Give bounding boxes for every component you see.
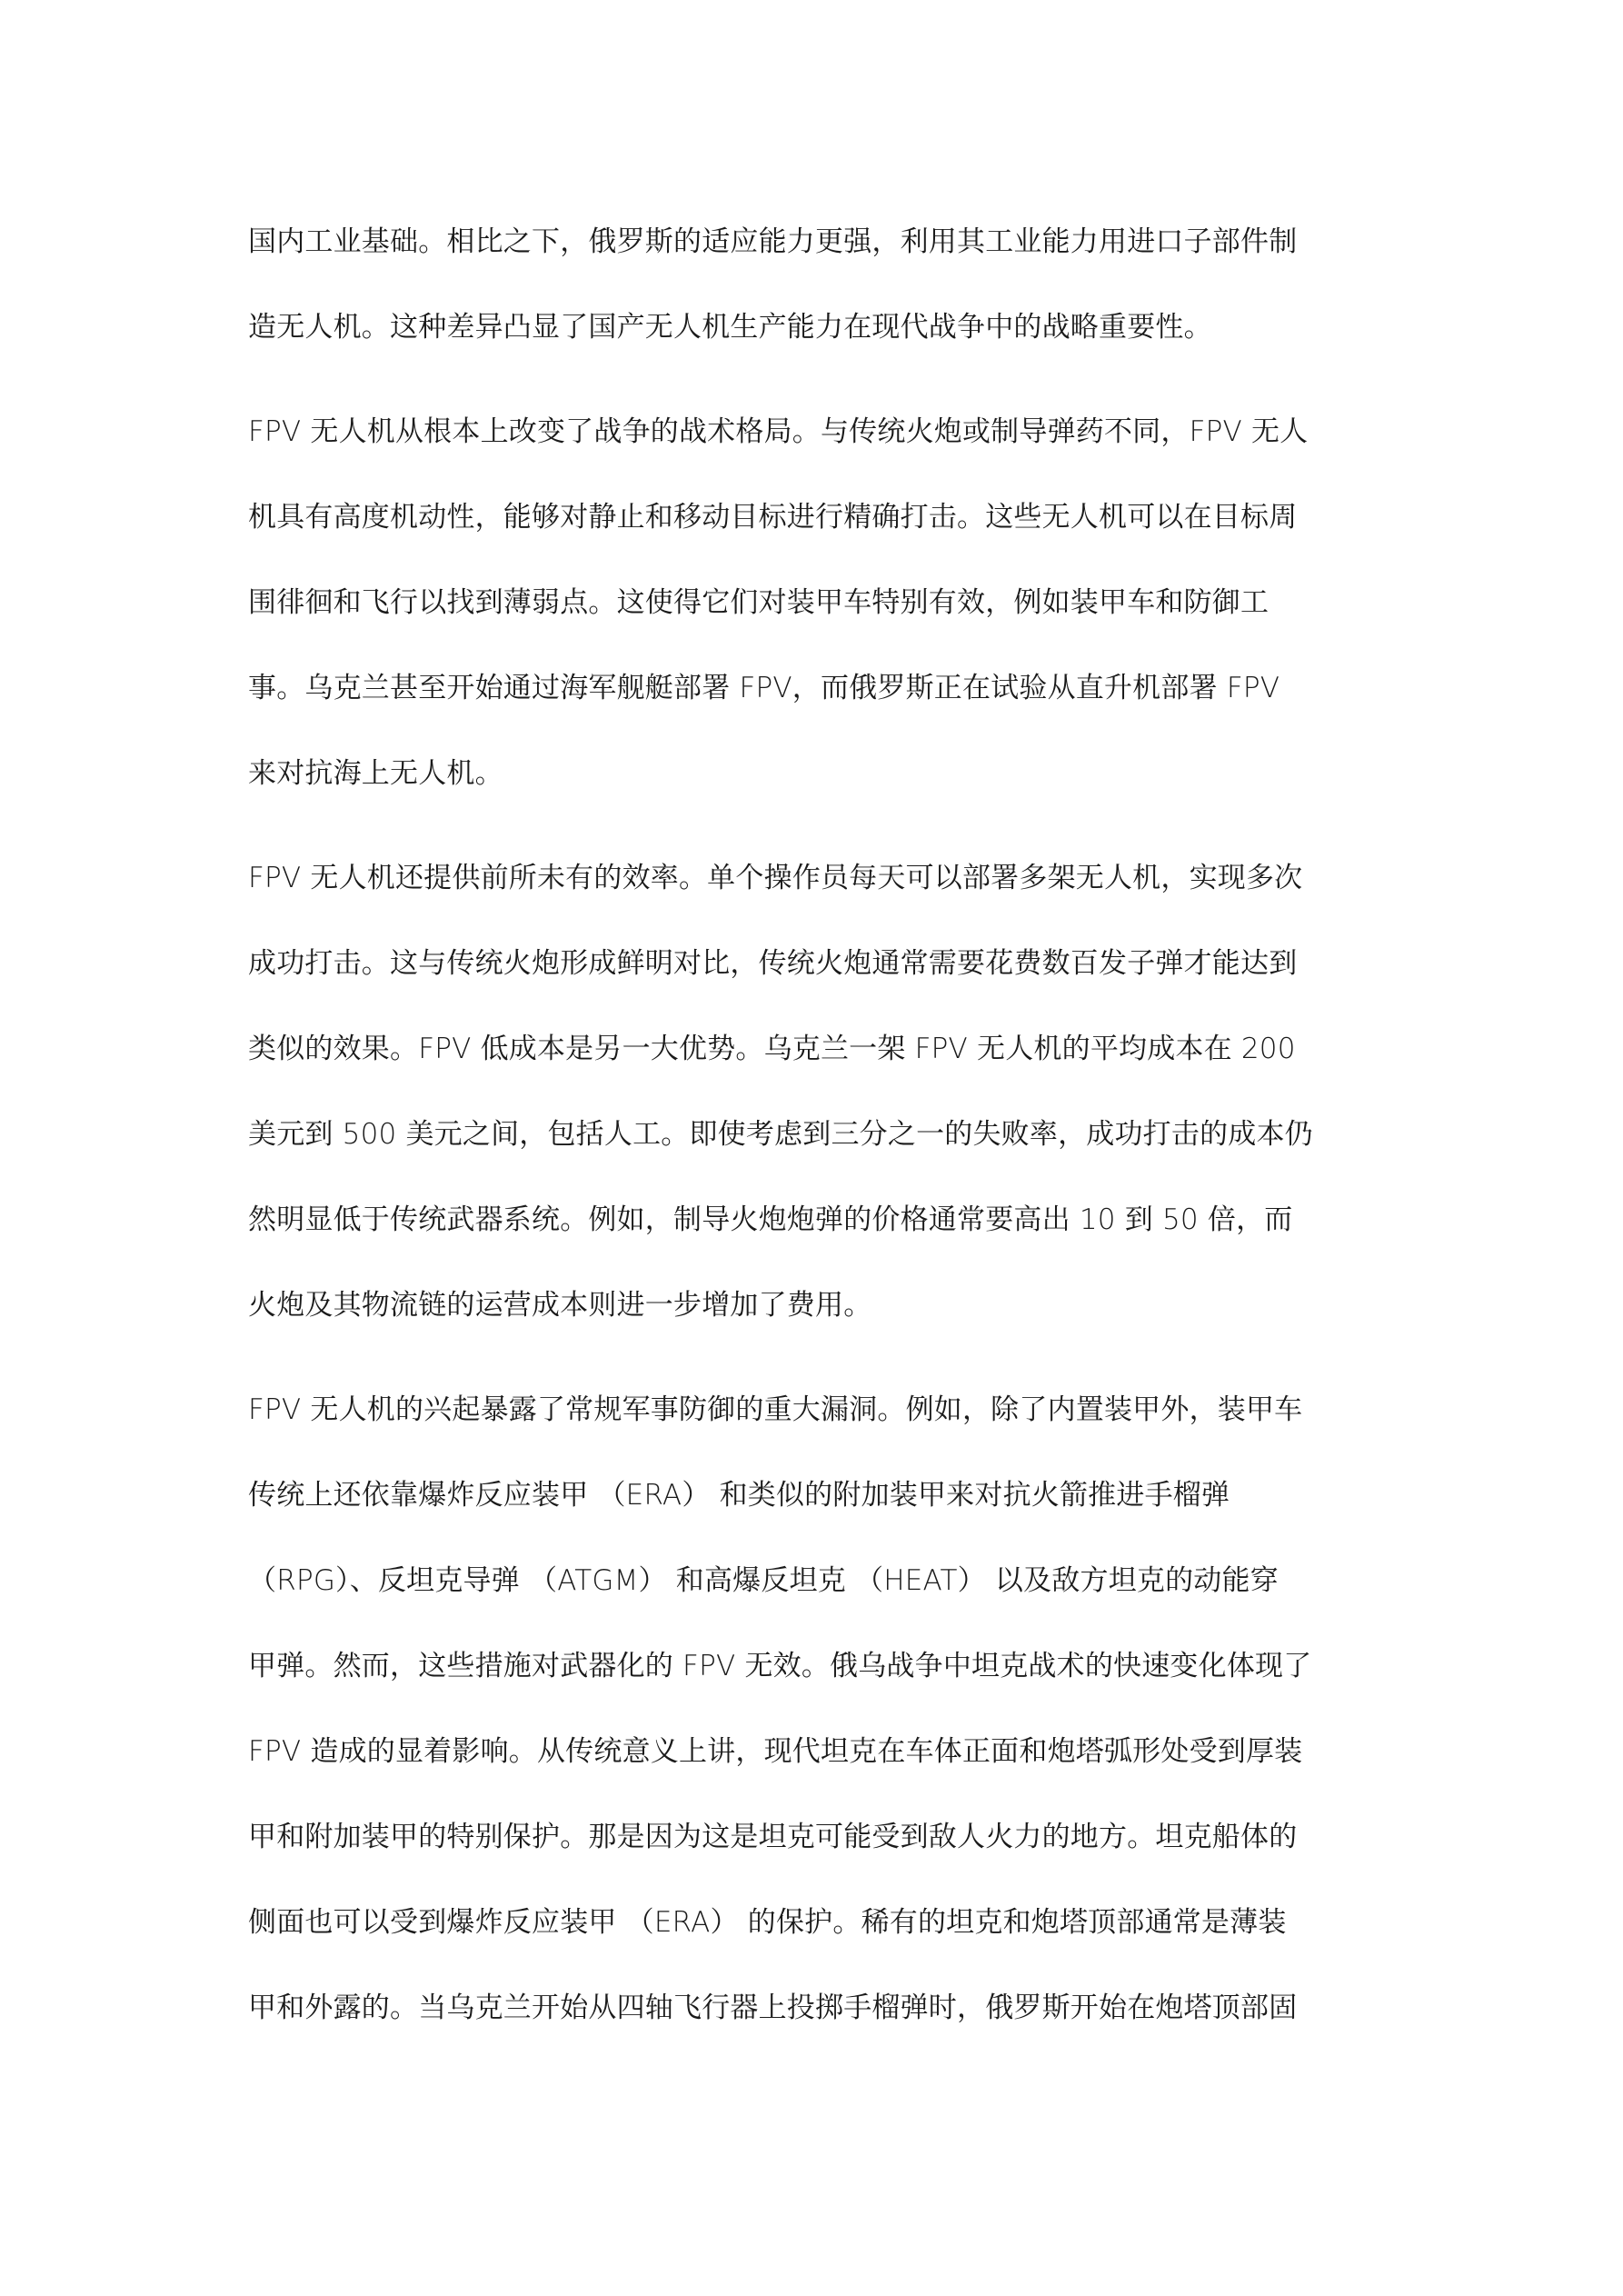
paragraph-3 (248, 847, 1393, 1360)
text-line: 事。乌克兰甚至开始通过海军舰艇部署 FPV，而俄罗斯正在试验从直升机部署 FPV (248, 672, 1280, 704)
text-line: 造无人机。这种差异凸显了国产无人机生产能力在现代战争中的战略重要性。 (248, 311, 1212, 344)
paragraph-2 (248, 401, 1393, 828)
paragraph-4 (248, 1379, 1393, 2062)
text-line: 甲弹。然而，这些措施对武器化的 FPV 无效。俄乌战争中坦克战术的快速变化体现了 (248, 1650, 1312, 1682)
text-line: FPV 无人机的兴起暴露了常规军事防御的重大漏洞。例如，除了内置装甲外，装甲车 (248, 1393, 1303, 1426)
text-line: 机具有高度机动性，能够对静止和移动目标进行精确打击。这些无人机可以在目标周 (248, 501, 1298, 534)
text-line: 火炮及其物流链的运营成本则进一步增加了费用。 (248, 1289, 872, 1322)
text-line: 侧面也可以受到爆炸反应装甲 （ERA） 的保护。稀有的坦克和炮塔顶部通常是薄装 (248, 1906, 1287, 1939)
text-line: 然明显低于传统武器系统。例如，制导火炮炮弹的价格通常要高出 10 到 50 倍，而 (248, 1203, 1293, 1236)
text-line: 美元到 500 美元之间，包括人工。即使考虑到三分之一的失败率，成功打击的成本仍 (248, 1118, 1313, 1151)
text-line: 成功打击。这与传统火炮形成鲜明对比，传统火炮通常需要花费数百发子弹才能达到 (248, 947, 1298, 980)
text-line: FPV 造成的显着影响。从传统意义上讲，现代坦克在车体正面和炮塔弧形处受到厚装 (248, 1735, 1303, 1768)
paragraph-1 (248, 211, 1393, 382)
text-line: 来对抗海上无人机。 (248, 757, 503, 790)
text-line: 围徘徊和飞行以找到薄弱点。这使得它们对装甲车特别有效，例如装甲车和防御工 (248, 586, 1270, 619)
text-line: 传统上还依靠爆炸反应装甲 （ERA） 和类似的附加装甲来对抗火箭推进手榴弹 (248, 1479, 1230, 1512)
text-line: 类似的效果。FPV 低成本是另一大优势。乌克兰一架 FPV 无人机的平均成本在 200 (248, 1033, 1296, 1065)
text-line: 国内工业基础。相比之下，俄罗斯的适应能力更强，利用其工业能力用进口子部件制 (248, 225, 1298, 258)
text-line: 甲和附加装甲的特别保护。那是因为这是坦克可能受到敌人火力的地方。坦克船体的 (248, 1821, 1298, 1853)
document-body (248, 211, 1393, 2081)
text-line: FPV 无人机从根本上改变了战争的战术格局。与传统火炮或制导弹药不同，FPV 无人 (248, 415, 1309, 448)
text-line: 甲和外露的。当乌克兰开始从四轴飞行器上投掷手榴弹时，俄罗斯开始在炮塔顶部固 (248, 1992, 1298, 2024)
text-line: （RPG）、反坦克导弹 （ATGM） 和高爆反坦克 （HEAT） 以及敌方坦克的动能穿 (248, 1564, 1279, 1597)
text-line: FPV 无人机还提供前所未有的效率。单个操作员每天可以部署多架无人机，实现多次 (248, 862, 1303, 894)
